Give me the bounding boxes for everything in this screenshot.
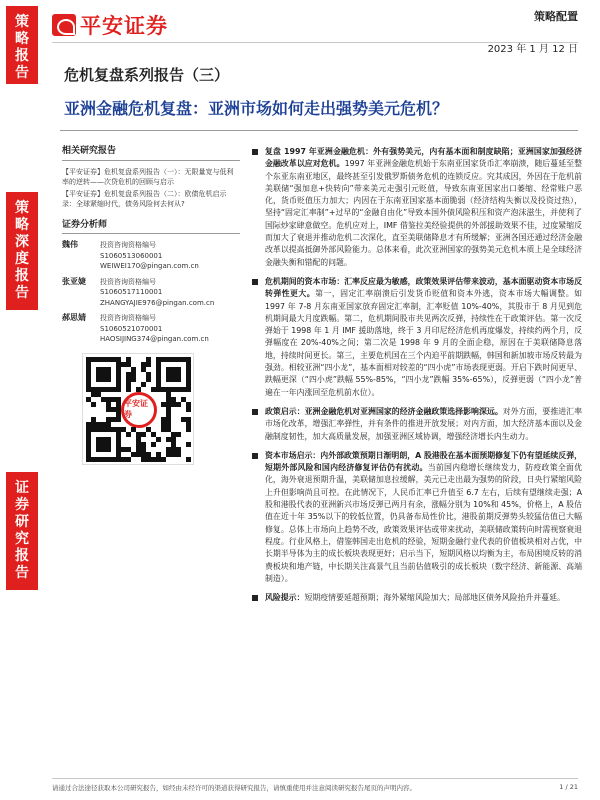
- side-char: 策: [15, 14, 29, 30]
- bullet-body: 对外方面，要推进汇率市场化改革，增强汇率弹性，并有条件的推进开放发展；对内方面，加大经济基本面以及金融制度韧性，加大高质量发展，加强亚洲区域协调，增强经济增长内生动力。: [265, 406, 582, 441]
- bullet-heading: 复盘 1997 年亚洲金融危机：外有强势美元，内有基本面和制度缺陷；亚洲国家加强经济金融改革以应对危机。: [265, 147, 582, 169]
- left-column: [62, 146, 240, 465]
- side-label-securities-research: [6, 472, 38, 590]
- analysts-section: [62, 220, 240, 345]
- qr-module: [186, 457, 191, 462]
- qr-module: [186, 387, 191, 392]
- side-char: 证: [15, 480, 29, 496]
- analyst-license-label: 投资咨询资格编号: [100, 277, 156, 286]
- qr-module: [136, 387, 141, 392]
- analyst-name: 魏伟: [62, 240, 78, 249]
- qr-module: [156, 437, 161, 442]
- side-label-strategy-report: [6, 6, 38, 84]
- main-title: 亚洲金融危机复盘：亚洲市场如何走出强势美元危机？: [64, 99, 449, 118]
- summary-bullet: [252, 450, 582, 585]
- qr-module: [131, 377, 136, 382]
- bullet-body: 第一，固定汇率崩溃后引发货币贬值和资本外逃，资本市场大幅调整。如 1997 年 7-8 月东南亚国家放弃固定汇率制，汇率贬值 10%-40%，其股市于 8 月见到危机期间最大月度跌幅。第二，危机期间股市共见两次反弹，持续性在于政策评估。第一次反弹始于 1998 年 1 月 IMF 援助落地，终于 3 月印尼经济危机再度爆发，持续约两个月，反弹幅度在 20%-40%之间；第二次是 1998 年 9 月的全面企稳，原因在于美联储降息落地，持续时间更长。第三，主要危机国在三个内迫平前期跌幅，韩国和新加坡市场反转最为强劲。相较亚洲“四小龙”，基本面相对较差的“四小虎”市场表现更弱。开启下跌时间更早、跌幅更深（“四小虎”跌幅 55%-85%，“四小龙”跌幅 35%-65%），反弹更弱（“四小龙”普遍在一年内涨回至危机前水位）。: [265, 289, 582, 397]
- analyst-entry: [62, 240, 240, 272]
- page-number: 1 / 21: [559, 783, 578, 791]
- qr-module: [176, 402, 181, 407]
- summary-bullet: [252, 276, 582, 399]
- summary-column: [252, 146, 582, 611]
- qr-module: [176, 452, 181, 457]
- bullet-heading: 风险提示：: [265, 593, 305, 603]
- analyst-license-number: S1060521070001: [100, 324, 163, 333]
- analyst-name: 张亚婕: [62, 276, 86, 286]
- side-char: 策: [15, 200, 29, 216]
- analyst-license-number: S1060517110001: [100, 288, 163, 296]
- side-char: 深: [15, 234, 29, 250]
- summary-bullet: [252, 592, 582, 604]
- qr-module: [141, 382, 146, 387]
- summary-bullet: [252, 146, 582, 269]
- qr-module: [116, 387, 121, 392]
- qr-module: [126, 432, 131, 437]
- report-type: 策略配置: [534, 10, 578, 23]
- brand-logo-icon: [52, 14, 76, 36]
- related-item[interactable]: 【平安证券】危机复盘系列报告（一）：无限量宽与低利率的逆转——次贷危机的回顾与启示: [62, 167, 234, 186]
- analyst-license-label: 投资咨询资格编号: [100, 314, 156, 322]
- brand-logo: [52, 12, 168, 38]
- related-item[interactable]: 【平安证券】危机复盘系列报告（二）：欧债危机启示录：全球紧缩时代，债务风险何去何从?: [62, 189, 227, 208]
- analyst-license-label: 投资咨询资格编号: [100, 241, 156, 249]
- side-char: 告: [15, 565, 29, 581]
- side-label-strategy-depth: [6, 192, 38, 310]
- analyst-entry: [62, 277, 240, 309]
- analyst-info: [100, 313, 240, 345]
- page-footer: [52, 778, 578, 792]
- qr-module: [106, 377, 111, 382]
- qr-module: [146, 362, 151, 367]
- side-char: 略: [15, 217, 29, 233]
- qr-module: [116, 417, 121, 422]
- qr-module: [106, 447, 111, 452]
- bullet-heading: 政策启示：亚洲金融危机对亚洲国家的经济金融政策选择影响深远。: [265, 406, 503, 416]
- report-date: 2023 年 1 月 12 日: [487, 44, 578, 55]
- analyst-info: [100, 277, 240, 309]
- qr-module: [126, 457, 131, 462]
- qr-module: [176, 377, 181, 382]
- bullet-body: 短期疫情要延超预期；海外紧缩风险加大；局部地区债务风险抬升并蔓延。: [304, 593, 565, 603]
- side-char: 报: [15, 548, 29, 564]
- side-char: 略: [15, 31, 29, 47]
- bullet-body: 1997 年亚洲金融危机始于东南亚国家货币汇率崩溃，随后蔓延至整个东亚东南亚地区，最终甚至引发俄罗斯债务危机的连锁反应。究其成因，外因在于危机前美联储“强加息+快转向”带来美元走强引元贬值，导致东南亚国家出口萎缩、经常账户恶化，货币贬值压力加大；内因在于东南亚国家基本面脆弱（经济结构失衡以及投资过热），坚持“固定汇率制”+过早的“金融自由化”导致本国外债风险积压和资产泡沫滋生，并使利了国际炒家肆意做空。危机应对上，IMF 借鉴拉美经验提供的外部援助效果不佳，过度紧缩反而加大了衰退并推动危机二次深化，直至美联储降息才有所缓解；亚洲各国还通过经济金融改革以提高抵御外部风险能力。总体来看，此次亚洲国家的强势美元危机本质上是全球经济金融失衡和错配的问题。: [265, 159, 582, 267]
- side-char: 告: [15, 285, 29, 301]
- bullet-heading: 危机期间的资本市场：汇率反应最为敏感，政策效果评估带来波动，基本面驱动资本市场反转弹性更大。: [265, 276, 582, 299]
- analysts-heading: 证券分析师: [62, 220, 240, 235]
- side-char: 报: [15, 48, 29, 64]
- analyst-entry: [62, 313, 240, 345]
- side-char: 究: [15, 531, 29, 547]
- side-char: 报: [15, 268, 29, 284]
- related-heading: 相关研究报告: [62, 146, 240, 161]
- analyst-email[interactable]: HAOSIJING374@pingan.com.cn: [100, 335, 209, 343]
- analyst-email[interactable]: ZHANGYAJIE976@pingan.com.cn: [100, 298, 215, 307]
- qr-logo: 平安证券: [121, 392, 157, 428]
- analyst-email[interactable]: WEIWEI170@pingan.com.cn: [100, 262, 199, 270]
- qr-module: [186, 442, 191, 447]
- qr-code-icon: [82, 353, 194, 465]
- side-char: 度: [15, 251, 29, 267]
- related-list: [62, 167, 240, 210]
- side-band: [0, 0, 44, 800]
- bullet-heading: 资本市场启示：内外部政策预期日渐明朗，A 股港股在基本面预期修复下仍有望延续反弹，短期外部风险和国内经济修复评估仍有扰动。: [265, 450, 582, 473]
- series-title: 危机复盘系列报告（三）: [64, 66, 230, 84]
- bullet-body: 当前国内稳增长继续发力，防疫政策全面优化，海外衰退预期升温，美联储加息拉缓解，美元已走出最为强势的阶段，日央行紧缩风险上升但影响尚且可控。在此情况下，人民币汇率已升值至 6.7 左右，后续有望继续走强；A 股和港股代表的亚洲新兴市场反弹已两月有余，涨幅分别为 10%和 45%，价格上，A 股估值在近十年 35%以下的较低位置，仍具备布局性价比，港股前期反弹势头较猛估值已大幅修复。总体上市场向上趋势不改，政策效果评估或带来扰动，美联储政策转向时需视察衰退程度。行业风格上，借鉴韩国走出危机的经验，短期金融行业代表的价值板块相对占优，中长期半导体为主的成长板块表现更好；启示当下，短期风格以均衡为主，布局困境反转的消费板块和地产链，中长期关注高景气且当前估值吸引的成长板块（数字经济、新能源、高端制造）。: [265, 463, 582, 583]
- qr-module: [146, 377, 151, 382]
- header-divider: [52, 42, 578, 43]
- side-char: 券: [15, 497, 29, 513]
- qr-module: [161, 457, 166, 462]
- qr-module: [186, 427, 191, 432]
- side-char: 研: [15, 514, 29, 530]
- brand-name: 平安证券: [80, 14, 168, 38]
- qr-module: [151, 442, 156, 447]
- qr-module: [176, 432, 181, 437]
- title-divider: [60, 130, 578, 131]
- qr-module: [186, 407, 191, 412]
- analyst-name: 郝思婧: [62, 313, 86, 322]
- summary-bullet: [252, 406, 582, 443]
- qr-module: [141, 432, 146, 437]
- analyst-license-number: S1060513060001: [100, 251, 163, 260]
- qr-module: [91, 402, 96, 407]
- side-char: 告: [15, 65, 29, 81]
- analyst-info: [100, 240, 240, 272]
- footer-disclaimer: 请通过合法途径获取本公司研究报告，如经由未经许可的渠道获得研究报告，请慎重使用并注意阅读研究报告尾页的声明内容。: [52, 784, 416, 792]
- qr-module: [126, 387, 131, 392]
- header-meta: [488, 8, 578, 55]
